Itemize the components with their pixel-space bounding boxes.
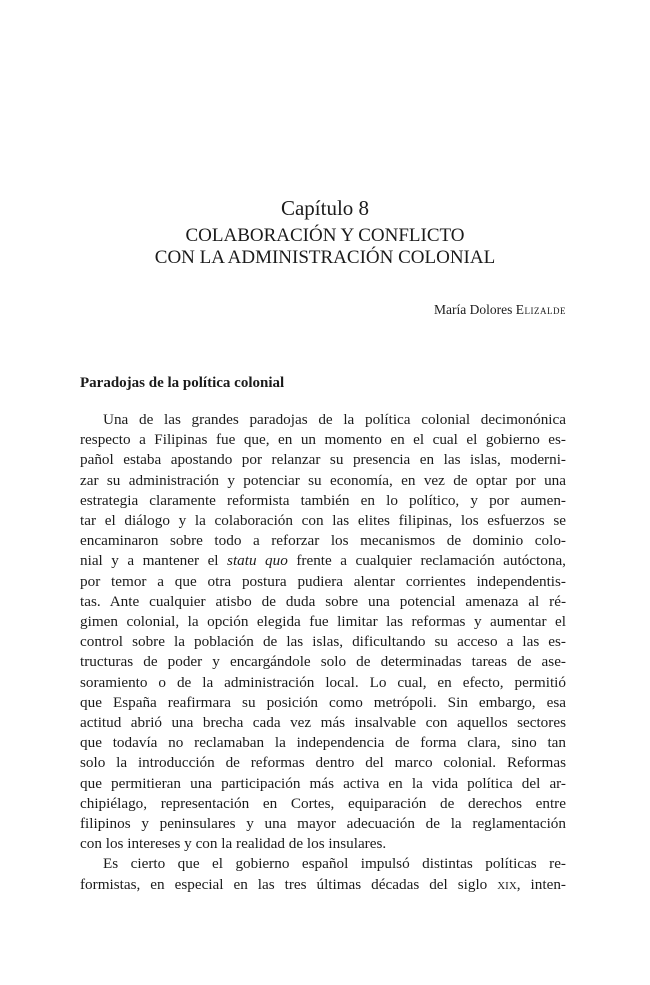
chapter-title-line-1: COLABORACIÓN Y CONFLICTO	[185, 225, 465, 246]
paragraph-1-line-5: estrategia claramente reformista también en lo político, y por aumen-	[80, 491, 566, 509]
paragraph-2-line-1: Es cierto que el gobierno español impulsó distintas políticas re-	[103, 855, 566, 873]
century-numeral: xix	[497, 875, 517, 893]
paragraph-1-line-12: control sobre la población de las islas, dificultando su acceso a las es-	[80, 633, 566, 651]
chapter-number: Capítulo 8	[280, 196, 370, 220]
italic-phrase: statu quo	[227, 552, 288, 570]
paragraph-2-line-2	[80, 875, 566, 895]
paragraph-1-line-18: solo la introducción de reformas dentro del marco colonial. Reformas	[80, 754, 566, 772]
chapter-title	[0, 225, 650, 269]
paragraph-1-line-14: soramiento o de la administración local. Lo cual, en efecto, permitió	[80, 673, 566, 691]
paragraph-1-line-16: actitud abrió una brecha cada vez más insalvable con aquellos sectores	[80, 714, 566, 732]
paragraph-1-line-17: que todavía no reclamaban la independencia de forma clara, sino tan	[80, 734, 566, 752]
paragraph-1-line-21: filipinos y peninsulares y una mayor adecuación de la reglamentación	[80, 815, 566, 833]
line-2-start: formistas, en especial en las tres últimas décadas del siglo	[80, 875, 498, 893]
paragraph-1-line-2: respecto a Filipinas fue que, en un momento en el cual el gobierno es-	[80, 431, 566, 449]
paragraph-1-line-13: tructuras de poder y encargándole solo de determinadas tareas de ase-	[80, 653, 566, 671]
paragraph-1-line-8	[80, 551, 566, 571]
paragraph-1-line-19: que permitieran una participación más activa en la vida política del ar-	[80, 774, 566, 792]
paragraph-1-line-22: con los intereses y con la realidad de los insulares.	[80, 835, 387, 853]
paragraph-1-line-1: Una de las grandes paradojas de la política colonial decimonónica	[103, 411, 566, 428]
paragraph-1-line-9: por temor a que otra postura pudiera alentar corrientes independentis-	[80, 572, 566, 590]
author-surname: Elizalde	[515, 302, 566, 317]
line-8-end: frente a cualquier reclamación autóctona,	[287, 552, 566, 570]
paragraph-1-line-10: tas. Ante cualquier atisbo de duda sobre una potencial amenaza al ré-	[80, 592, 566, 610]
paragraph-1-line-11: gimen colonial, la opción elegida fue limitar las reformas y aumentar el	[80, 613, 566, 631]
line-8-start: nial y a mantener el	[80, 552, 228, 570]
author-byline	[0, 301, 566, 319]
line-2-end: , inten-	[516, 875, 566, 893]
body-text	[80, 410, 566, 895]
paragraph-1-line-7: encaminaron sobre todo a reforzar los mecanismos de dominio colo-	[80, 532, 566, 550]
paragraph-1-line-20: chipiélago, representación en Cortes, equiparación de derechos entre	[80, 794, 566, 812]
paragraph-1-line-15: que España reafirmara su posición como metrópoli. Sin embargo, esa	[80, 693, 566, 711]
paragraph-1-line-4: zar su administración y potenciar su economía, en vez de optar por una	[80, 471, 566, 489]
chapter-title-line-2: CON LA ADMINISTRACIÓN COLONIAL	[154, 247, 496, 268]
paragraph-1-line-6: tar el diálogo y la colaboración con las elites filipinas, los esfuerzos se	[80, 512, 566, 530]
section-heading: Paradojas de la política colonial	[80, 375, 285, 391]
paragraph-1-line-3: pañol estaba apostando por relanzar su presencia en las islas, moderni-	[80, 451, 566, 469]
author-given-name: María Dolores	[434, 302, 516, 317]
